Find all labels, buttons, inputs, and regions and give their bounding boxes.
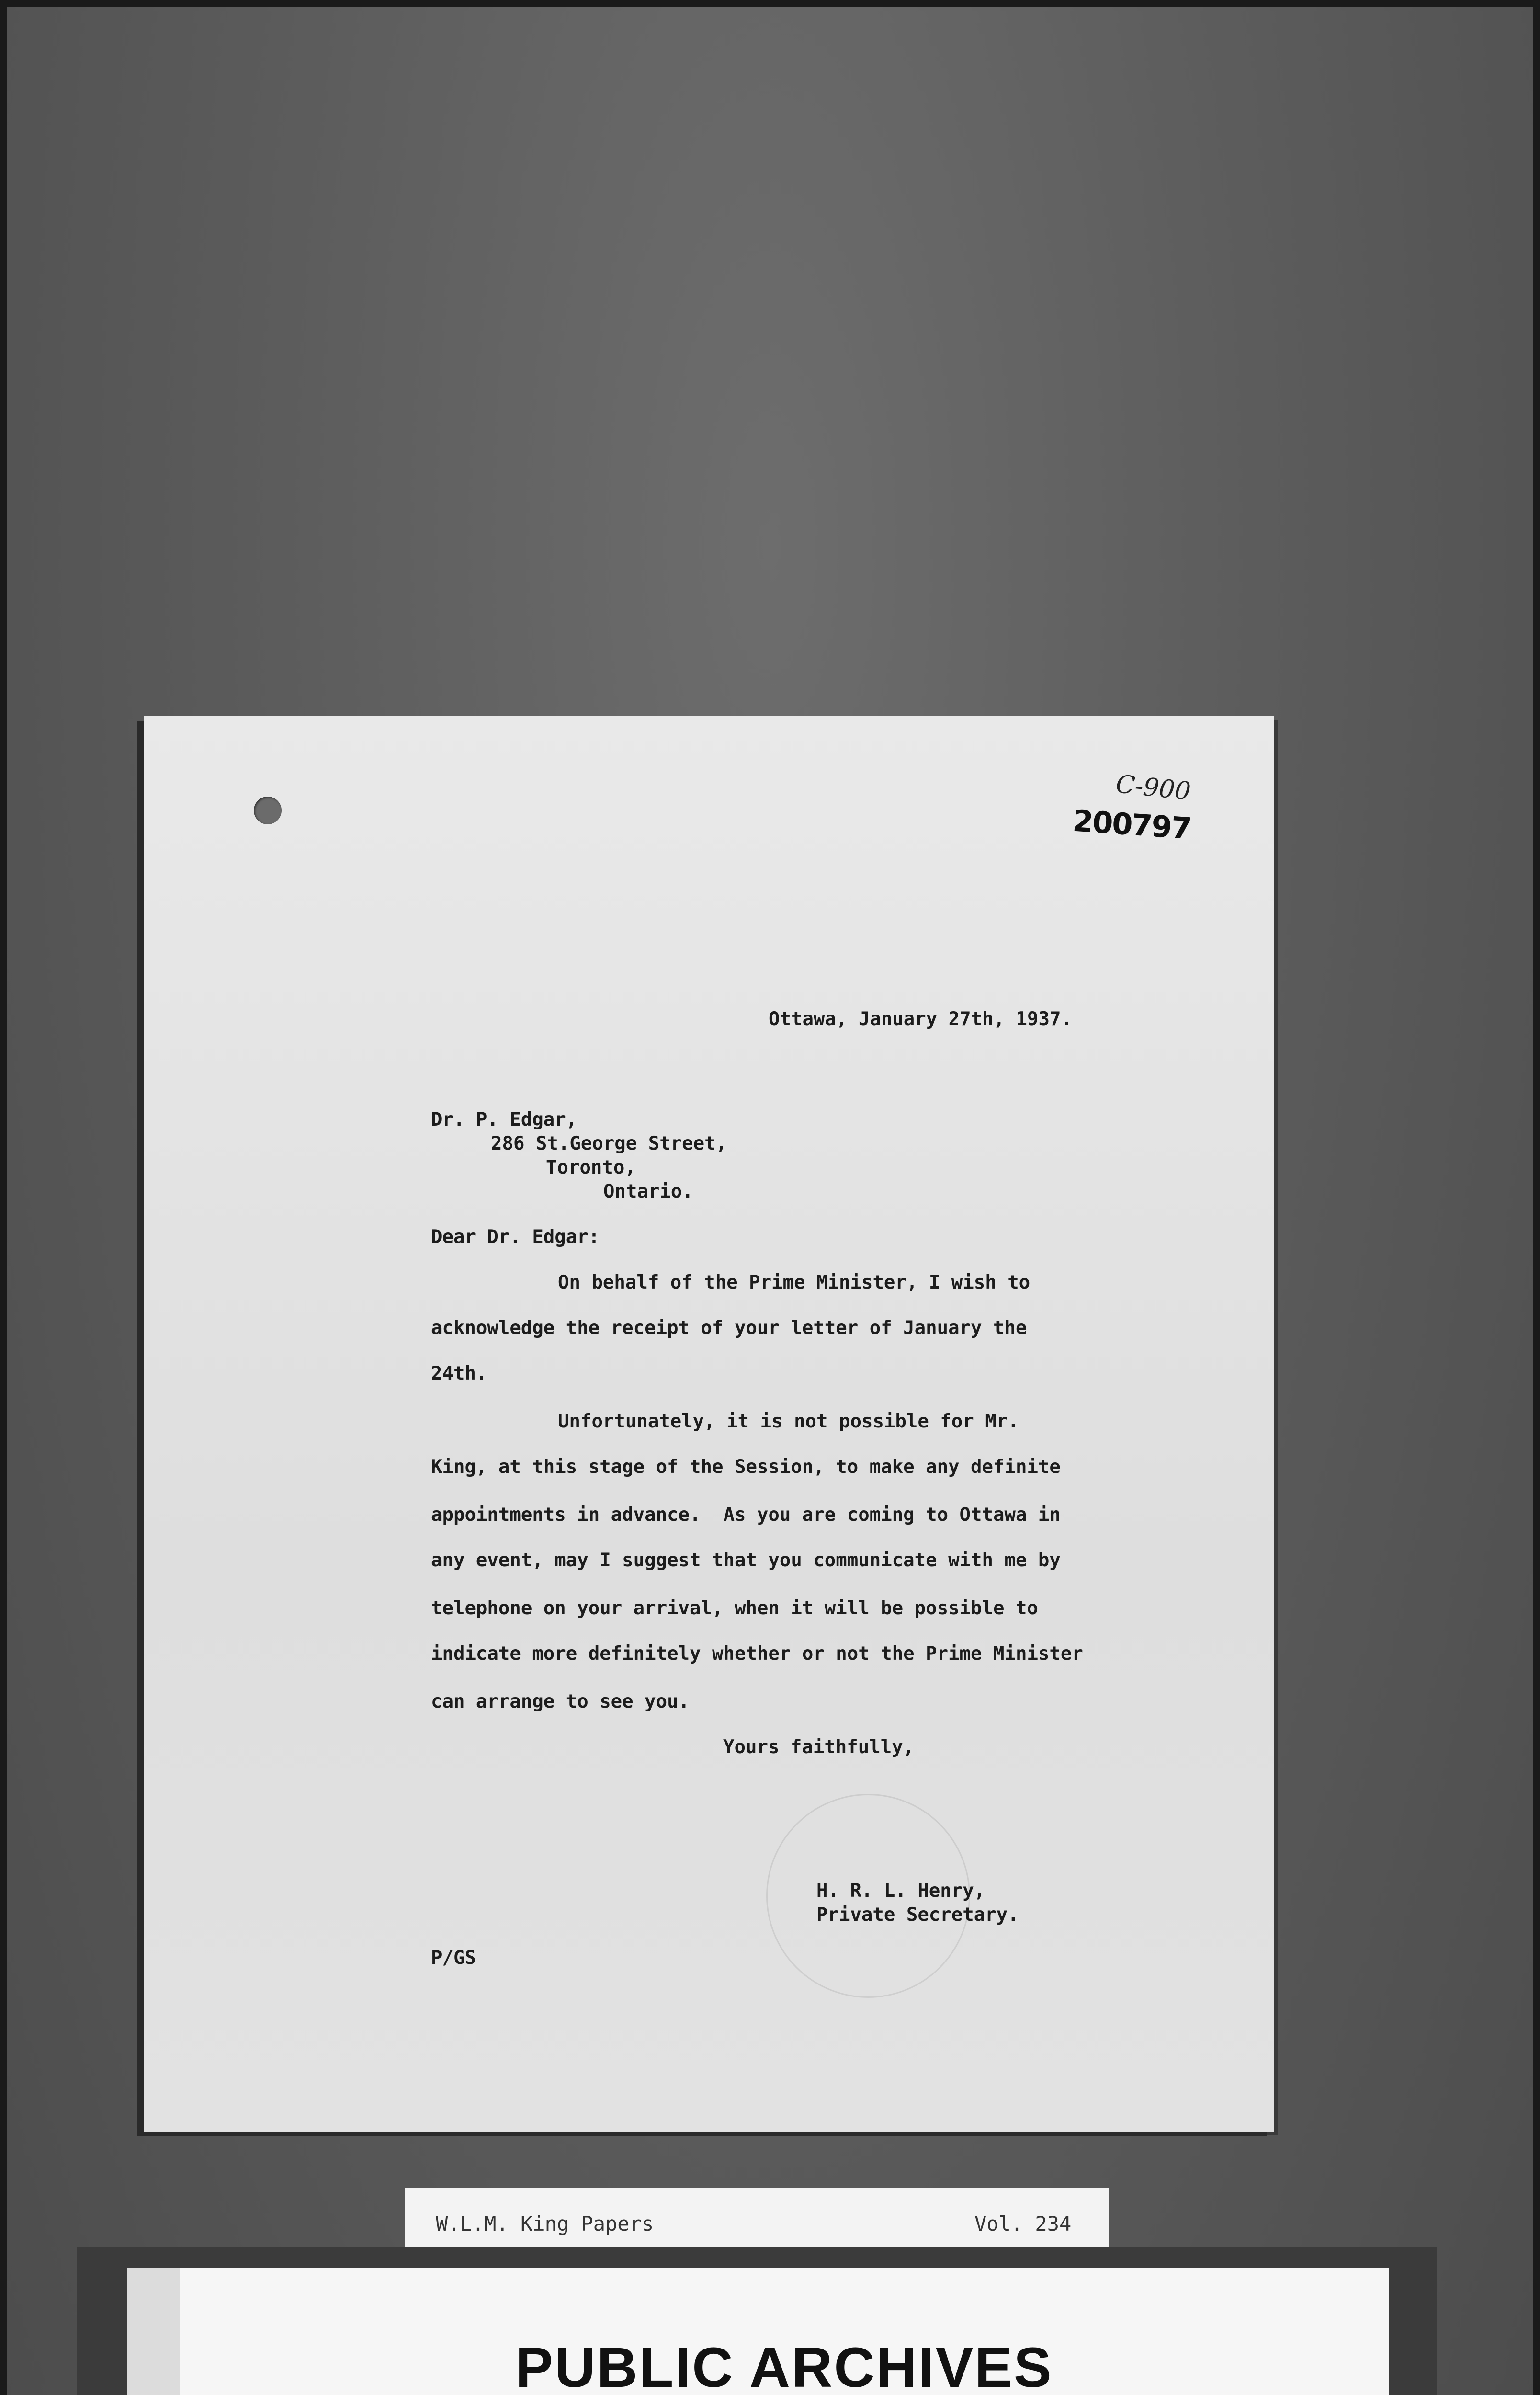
archives-line-english: PUBLIC ARCHIVES (515, 2336, 1053, 2395)
body-line: Unfortunately, it is not possible for Mr. (558, 1411, 1019, 1432)
body-line: 24th. (431, 1363, 487, 1384)
salutation: Dear Dr. Edgar: (431, 1226, 600, 1248)
archive-number-stamp: 200797 (1071, 803, 1192, 846)
public-archives-card (77, 2247, 1437, 2395)
body-line: can arrange to see you. (431, 1691, 690, 1712)
typist-initials: P/GS (431, 1947, 476, 1969)
punch-hole (254, 797, 282, 824)
collection-name: W.L.M. King Papers (436, 2212, 654, 2235)
letter-page (144, 716, 1274, 2132)
body-line: indicate more definitely whether or not the Prime Minister (431, 1643, 1083, 1665)
body-line: any event, may I suggest that you communicate with me by (431, 1550, 1061, 1571)
address-line-3: Toronto, (546, 1157, 636, 1178)
body-line: King, at this stage of the Session, to make any definite (431, 1456, 1061, 1478)
archives-card-face (127, 2268, 1389, 2395)
address-line-1: Dr. P. Edgar, (431, 1109, 578, 1130)
signature-name: H. R. L. Henry, (816, 1880, 985, 1902)
signature-title: Private Secretary. (816, 1904, 1019, 1926)
volume-number: Vol. 234 (974, 2212, 1072, 2235)
body-line: appointments in advance. As you are coming to Ottawa in (431, 1504, 1061, 1526)
body-line: acknowledge the receipt of your letter of January the (431, 1317, 1027, 1339)
address-line-2: 286 St.George Street, (491, 1133, 727, 1154)
body-line: On behalf of the Prime Minister, I wish to (558, 1272, 1030, 1293)
handwritten-reference: C-900 (1114, 769, 1192, 807)
body-line: telephone on your arrival, when it will be possible to (431, 1597, 1038, 1619)
address-line-4: Ontario. (603, 1181, 693, 1202)
closing: Yours faithfully, (723, 1736, 915, 1758)
date-line: Ottawa, January 27th, 1937. (769, 1008, 1072, 1030)
